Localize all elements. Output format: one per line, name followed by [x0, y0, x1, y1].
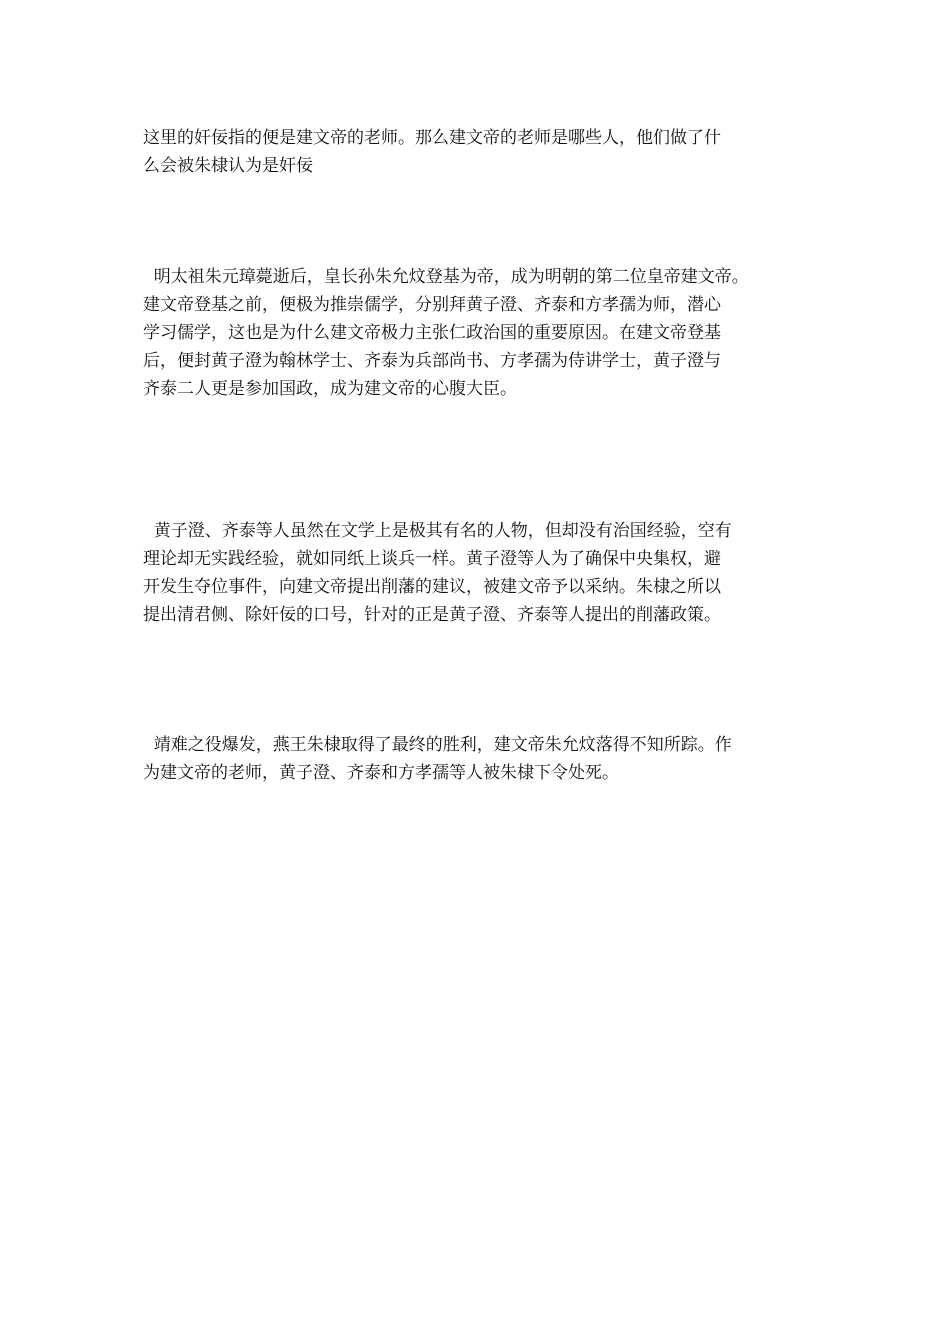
paragraph-intro	[143, 124, 823, 180]
text-line: 为建文帝的老师，黄子澄、齐泰和方孝孺等人被朱棣下令处死。	[143, 763, 619, 783]
text-line: 靖难之役爆发，燕王朱棣取得了最终的胜利，建文帝朱允炆落得不知所踪。作	[143, 735, 732, 755]
paragraph-policy	[143, 517, 823, 629]
text-line: 理论却无实践经验，就如同纸上谈兵一样。黄子澄等人为了确保中央集权，避	[143, 549, 721, 569]
text-line: 明太祖朱元璋薨逝后，皇长孙朱允炆登基为帝，成为明朝的第二位皇帝建文帝。	[143, 267, 749, 287]
text-line: 提出清君侧、除奸佞的口号，针对的正是黄子澄、齐泰等人提出的削藩政策。	[143, 605, 721, 625]
text-line: 建文帝登基之前，便极为推崇儒学，分别拜黄子澄、齐泰和方孝孺为师，潜心	[143, 295, 721, 315]
text-line: 后，便封黄子澄为翰林学士、齐泰为兵部尚书、方孝孺为侍讲学士，黄子澄与	[143, 351, 721, 371]
paragraph-teachers	[143, 263, 823, 403]
paragraph-outcome	[143, 731, 823, 787]
text-line: 齐泰二人更是参加国政，成为建文帝的心腹大臣。	[143, 379, 517, 399]
text-line: 么会被朱棣认为是奸佞	[143, 156, 313, 176]
text-line: 这里的奸佞指的便是建文帝的老师。那么建文帝的老师是哪些人，他们做了什	[143, 128, 721, 148]
text-line: 黄子澄、齐泰等人虽然在文学上是极其有名的人物，但却没有治国经验，空有	[143, 521, 732, 541]
text-line: 学习儒学，这也是为什么建文帝极力主张仁政治国的重要原因。在建文帝登基	[143, 323, 721, 343]
text-line: 开发生夺位事件，向建文帝提出削藩的建议，被建文帝予以采纳。朱棣之所以	[143, 577, 721, 597]
